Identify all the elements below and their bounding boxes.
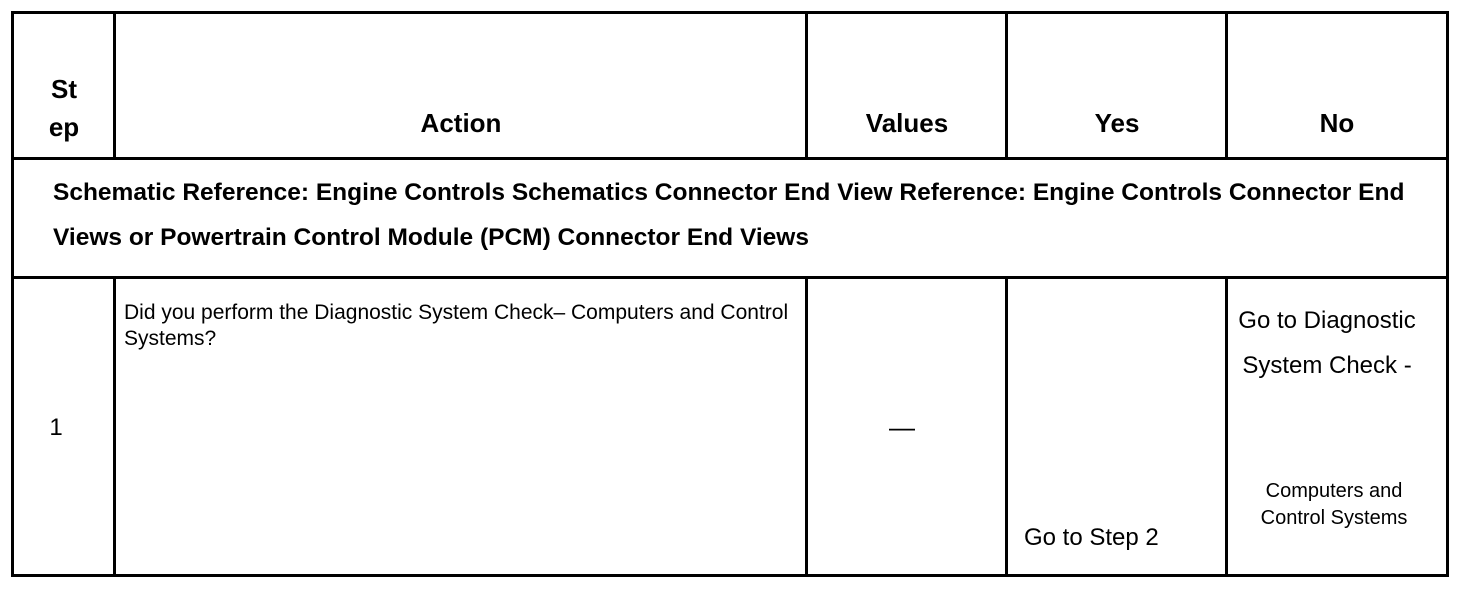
step-no-result-detail: Computers and Control Systems xyxy=(1260,480,1408,529)
step-number: 1 xyxy=(49,414,63,441)
schematic-reference: Schematic Reference: Engine Controls Schematics Connector End View Reference: Engine Controls Connector End Views or Powertrain Control Module (PCM) Connector End Views xyxy=(53,179,1405,251)
header-yes: Yes xyxy=(1094,108,1140,138)
step-no-result: Go to Diagnostic System Check - xyxy=(1238,307,1416,379)
table-bottom-border xyxy=(11,574,1449,577)
header-bottom-border xyxy=(11,157,1449,160)
row-divider-step xyxy=(113,276,116,577)
schematic-bottom-border xyxy=(11,276,1449,279)
row-divider-yes xyxy=(1225,276,1228,577)
header-no: No xyxy=(1319,108,1355,138)
step-action: Did you perform the Diagnostic System Check– Computers and Control Systems? xyxy=(124,301,789,350)
table-top-border xyxy=(11,11,1449,14)
step-values: — xyxy=(889,412,915,442)
header-step-line2: ep xyxy=(48,112,80,142)
header-step-line1: St xyxy=(51,74,77,104)
header-step xyxy=(14,70,114,146)
table-right-border xyxy=(1446,11,1449,577)
row-divider-values xyxy=(1005,276,1008,577)
header-values: Values xyxy=(865,108,949,138)
header-action: Action xyxy=(420,108,502,138)
step-yes-result: Go to Step 2 xyxy=(1024,524,1159,551)
